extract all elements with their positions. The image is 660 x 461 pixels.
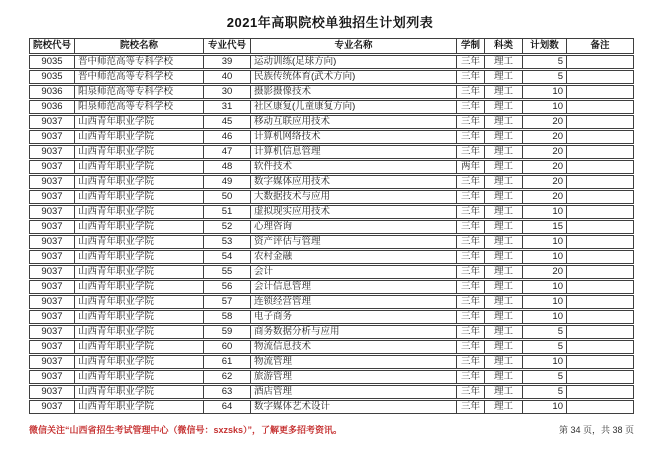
header-cell-major-code: 专业代号 <box>204 38 251 54</box>
cell-category: 理工 <box>485 130 523 144</box>
cell-category: 理工 <box>485 175 523 189</box>
cell-major-code: 62 <box>204 370 251 384</box>
cell-duration: 三年 <box>457 205 485 219</box>
enrollment-plan-table <box>29 37 634 415</box>
cell-major-name: 资产评估与管理 <box>251 235 457 249</box>
cell-major-name: 物流管理 <box>251 355 457 369</box>
cell-plan-count: 15 <box>523 220 567 234</box>
wechat-notice: 微信关注“山西省招生考试管理中心（微信号：sxzsks）”，了解更多招考资讯。 <box>29 425 343 435</box>
cell-major-name: 运动训练(足球方向) <box>251 55 457 69</box>
cell-duration: 三年 <box>457 145 485 159</box>
cell-category: 理工 <box>485 55 523 69</box>
cell-college-name: 山西青年职业学院 <box>75 115 204 129</box>
table-row <box>29 175 634 189</box>
cell-category: 理工 <box>485 385 523 399</box>
cell-remarks <box>567 295 634 309</box>
table-row <box>29 280 634 294</box>
cell-remarks <box>567 310 634 324</box>
cell-major-name: 连锁经营管理 <box>251 295 457 309</box>
cell-plan-count: 5 <box>523 55 567 69</box>
cell-plan-count: 20 <box>523 265 567 279</box>
cell-category: 理工 <box>485 370 523 384</box>
cell-plan-count: 20 <box>523 190 567 204</box>
cell-college-code: 9036 <box>29 100 75 114</box>
cell-plan-count: 20 <box>523 145 567 159</box>
cell-college-code: 9035 <box>29 70 75 84</box>
cell-major-code: 64 <box>204 400 251 414</box>
cell-college-code: 9036 <box>29 85 75 99</box>
table-row <box>29 145 634 159</box>
header-cell-plan-count: 计划数 <box>523 38 567 54</box>
cell-college-name: 山西青年职业学院 <box>75 130 204 144</box>
cell-college-code: 9037 <box>29 115 75 129</box>
cell-plan-count: 10 <box>523 310 567 324</box>
cell-plan-count: 5 <box>523 340 567 354</box>
table-row <box>29 355 634 369</box>
header-cell-college-code: 院校代号 <box>29 38 75 54</box>
cell-category: 理工 <box>485 220 523 234</box>
cell-major-code: 31 <box>204 100 251 114</box>
cell-college-code: 9037 <box>29 385 75 399</box>
cell-major-code: 52 <box>204 220 251 234</box>
cell-remarks <box>567 190 634 204</box>
cell-major-code: 49 <box>204 175 251 189</box>
cell-college-code: 9037 <box>29 265 75 279</box>
cell-college-name: 山西青年职业学院 <box>75 325 204 339</box>
table-row <box>29 220 634 234</box>
cell-category: 理工 <box>485 235 523 249</box>
cell-major-code: 63 <box>204 385 251 399</box>
cell-category: 理工 <box>485 190 523 204</box>
table-row <box>29 160 634 174</box>
cell-plan-count: 5 <box>523 370 567 384</box>
cell-remarks <box>567 265 634 279</box>
cell-duration: 三年 <box>457 115 485 129</box>
table-row <box>29 310 634 324</box>
cell-category: 理工 <box>485 340 523 354</box>
cell-major-name: 电子商务 <box>251 310 457 324</box>
cell-college-name: 山西青年职业学院 <box>75 385 204 399</box>
cell-remarks <box>567 55 634 69</box>
cell-plan-count: 20 <box>523 130 567 144</box>
cell-major-name: 商务数据分析与应用 <box>251 325 457 339</box>
cell-remarks <box>567 145 634 159</box>
cell-duration: 三年 <box>457 220 485 234</box>
cell-major-code: 39 <box>204 55 251 69</box>
cell-college-code: 9037 <box>29 250 75 264</box>
cell-remarks <box>567 250 634 264</box>
cell-college-name: 阳泉师范高等专科学校 <box>75 100 204 114</box>
cell-major-name: 移动互联应用技术 <box>251 115 457 129</box>
cell-major-name: 酒店管理 <box>251 385 457 399</box>
cell-duration: 三年 <box>457 70 485 84</box>
cell-remarks <box>567 385 634 399</box>
cell-duration: 三年 <box>457 100 485 114</box>
cell-duration: 三年 <box>457 55 485 69</box>
cell-remarks <box>567 370 634 384</box>
cell-duration: 三年 <box>457 400 485 414</box>
cell-category: 理工 <box>485 205 523 219</box>
table-row <box>29 295 634 309</box>
cell-remarks <box>567 130 634 144</box>
cell-category: 理工 <box>485 160 523 174</box>
page-number-info: 第 34 页，共 38 页 <box>558 425 634 435</box>
cell-plan-count: 20 <box>523 160 567 174</box>
table-row <box>29 130 634 144</box>
cell-major-code: 60 <box>204 340 251 354</box>
cell-remarks <box>567 100 634 114</box>
cell-remarks <box>567 85 634 99</box>
cell-plan-count: 10 <box>523 250 567 264</box>
cell-duration: 三年 <box>457 85 485 99</box>
cell-duration: 三年 <box>457 250 485 264</box>
cell-college-name: 山西青年职业学院 <box>75 310 204 324</box>
cell-college-name: 山西青年职业学院 <box>75 370 204 384</box>
cell-major-code: 47 <box>204 145 251 159</box>
cell-category: 理工 <box>485 85 523 99</box>
cell-major-code: 59 <box>204 325 251 339</box>
cell-major-name: 心理咨询 <box>251 220 457 234</box>
table-row <box>29 55 634 69</box>
table-row <box>29 400 634 414</box>
cell-plan-count: 10 <box>523 100 567 114</box>
cell-remarks <box>567 325 634 339</box>
cell-duration: 三年 <box>457 355 485 369</box>
cell-major-code: 58 <box>204 310 251 324</box>
cell-major-name: 计算机信息管理 <box>251 145 457 159</box>
table-row <box>29 70 634 84</box>
cell-category: 理工 <box>485 250 523 264</box>
cell-remarks <box>567 355 634 369</box>
cell-college-name: 山西青年职业学院 <box>75 205 204 219</box>
cell-major-code: 57 <box>204 295 251 309</box>
cell-major-code: 50 <box>204 190 251 204</box>
cell-college-code: 9037 <box>29 280 75 294</box>
cell-major-name: 数字媒体艺术设计 <box>251 400 457 414</box>
cell-category: 理工 <box>485 265 523 279</box>
cell-major-code: 56 <box>204 280 251 294</box>
cell-category: 理工 <box>485 310 523 324</box>
cell-major-code: 48 <box>204 160 251 174</box>
cell-college-name: 山西青年职业学院 <box>75 340 204 354</box>
header-cell-remarks: 备注 <box>567 38 634 54</box>
cell-college-code: 9037 <box>29 355 75 369</box>
cell-college-code: 9037 <box>29 190 75 204</box>
cell-major-name: 物流信息技术 <box>251 340 457 354</box>
cell-remarks <box>567 115 634 129</box>
cell-college-code: 9037 <box>29 220 75 234</box>
table-row <box>29 340 634 354</box>
cell-plan-count: 10 <box>523 235 567 249</box>
cell-duration: 三年 <box>457 280 485 294</box>
cell-major-code: 46 <box>204 130 251 144</box>
cell-remarks <box>567 400 634 414</box>
cell-college-name: 山西青年职业学院 <box>75 295 204 309</box>
cell-major-code: 54 <box>204 250 251 264</box>
cell-college-name: 阳泉师范高等专科学校 <box>75 85 204 99</box>
table-row <box>29 85 634 99</box>
table-row <box>29 100 634 114</box>
cell-major-name: 会计信息管理 <box>251 280 457 294</box>
cell-duration: 三年 <box>457 130 485 144</box>
cell-duration: 三年 <box>457 340 485 354</box>
cell-plan-count: 10 <box>523 400 567 414</box>
cell-major-code: 51 <box>204 205 251 219</box>
cell-duration: 三年 <box>457 190 485 204</box>
cell-duration: 三年 <box>457 370 485 384</box>
cell-major-name: 旅游管理 <box>251 370 457 384</box>
cell-major-name: 虚拟现实应用技术 <box>251 205 457 219</box>
cell-remarks <box>567 280 634 294</box>
cell-college-code: 9037 <box>29 235 75 249</box>
cell-remarks <box>567 70 634 84</box>
cell-category: 理工 <box>485 295 523 309</box>
cell-college-name: 山西青年职业学院 <box>75 145 204 159</box>
cell-major-code: 30 <box>204 85 251 99</box>
header-cell-college-name: 院校名称 <box>75 38 204 54</box>
table-row <box>29 385 634 399</box>
cell-major-name: 摄影摄像技术 <box>251 85 457 99</box>
table-row <box>29 250 634 264</box>
cell-category: 理工 <box>485 280 523 294</box>
header-cell-category: 科类 <box>485 38 523 54</box>
cell-duration: 三年 <box>457 265 485 279</box>
cell-remarks <box>567 235 634 249</box>
cell-college-code: 9037 <box>29 310 75 324</box>
cell-college-code: 9037 <box>29 175 75 189</box>
cell-major-name: 农村金融 <box>251 250 457 264</box>
cell-college-name: 山西青年职业学院 <box>75 250 204 264</box>
table-row <box>29 235 634 249</box>
cell-category: 理工 <box>485 70 523 84</box>
table-row <box>29 325 634 339</box>
cell-remarks <box>567 160 634 174</box>
cell-major-code: 40 <box>204 70 251 84</box>
cell-major-code: 55 <box>204 265 251 279</box>
cell-college-code: 9037 <box>29 130 75 144</box>
cell-plan-count: 5 <box>523 325 567 339</box>
header-cell-major-name: 专业名称 <box>251 38 457 54</box>
cell-major-name: 社区康复(儿童康复方向) <box>251 100 457 114</box>
cell-category: 理工 <box>485 115 523 129</box>
cell-college-name: 山西青年职业学院 <box>75 160 204 174</box>
cell-college-name: 山西青年职业学院 <box>75 265 204 279</box>
cell-duration: 两年 <box>457 160 485 174</box>
cell-college-name: 晋中师范高等专科学校 <box>75 70 204 84</box>
cell-college-code: 9037 <box>29 205 75 219</box>
table-row <box>29 265 634 279</box>
cell-duration: 三年 <box>457 175 485 189</box>
cell-remarks <box>567 340 634 354</box>
cell-college-name: 山西青年职业学院 <box>75 355 204 369</box>
cell-plan-count: 5 <box>523 70 567 84</box>
cell-plan-count: 5 <box>523 385 567 399</box>
cell-plan-count: 20 <box>523 115 567 129</box>
cell-category: 理工 <box>485 325 523 339</box>
cell-college-code: 9035 <box>29 55 75 69</box>
cell-plan-count: 20 <box>523 175 567 189</box>
cell-duration: 三年 <box>457 295 485 309</box>
table-header-row <box>29 38 634 54</box>
cell-duration: 三年 <box>457 235 485 249</box>
cell-plan-count: 10 <box>523 355 567 369</box>
cell-major-code: 45 <box>204 115 251 129</box>
cell-college-name: 山西青年职业学院 <box>75 220 204 234</box>
cell-college-name: 山西青年职业学院 <box>75 280 204 294</box>
cell-major-name: 大数据技术与应用 <box>251 190 457 204</box>
cell-college-code: 9037 <box>29 400 75 414</box>
table-row <box>29 190 634 204</box>
cell-major-code: 53 <box>204 235 251 249</box>
cell-remarks <box>567 205 634 219</box>
cell-major-name: 会计 <box>251 265 457 279</box>
cell-duration: 三年 <box>457 325 485 339</box>
cell-college-code: 9037 <box>29 325 75 339</box>
cell-plan-count: 10 <box>523 295 567 309</box>
cell-major-name: 软件技术 <box>251 160 457 174</box>
cell-duration: 三年 <box>457 310 485 324</box>
cell-major-code: 61 <box>204 355 251 369</box>
cell-college-name: 山西青年职业学院 <box>75 190 204 204</box>
cell-remarks <box>567 220 634 234</box>
cell-major-name: 数字媒体应用技术 <box>251 175 457 189</box>
cell-college-name: 山西青年职业学院 <box>75 400 204 414</box>
table-row <box>29 205 634 219</box>
cell-remarks <box>567 175 634 189</box>
cell-duration: 三年 <box>457 385 485 399</box>
cell-plan-count: 10 <box>523 205 567 219</box>
page-title: 2021年高职院校单独招生计划列表 <box>226 15 434 30</box>
cell-college-code: 9037 <box>29 160 75 174</box>
cell-college-code: 9037 <box>29 145 75 159</box>
cell-category: 理工 <box>485 400 523 414</box>
cell-category: 理工 <box>485 100 523 114</box>
cell-category: 理工 <box>485 145 523 159</box>
cell-college-code: 9037 <box>29 340 75 354</box>
cell-college-code: 9037 <box>29 370 75 384</box>
cell-major-name: 计算机网络技术 <box>251 130 457 144</box>
header-cell-duration: 学制 <box>457 38 485 54</box>
cell-college-code: 9037 <box>29 295 75 309</box>
cell-college-name: 山西青年职业学院 <box>75 235 204 249</box>
cell-college-name: 山西青年职业学院 <box>75 175 204 189</box>
cell-college-name: 晋中师范高等专科学校 <box>75 55 204 69</box>
cell-category: 理工 <box>485 355 523 369</box>
cell-major-name: 民族传统体育(武术方向) <box>251 70 457 84</box>
cell-plan-count: 10 <box>523 85 567 99</box>
table-row <box>29 370 634 384</box>
table-row <box>29 115 634 129</box>
cell-plan-count: 10 <box>523 280 567 294</box>
